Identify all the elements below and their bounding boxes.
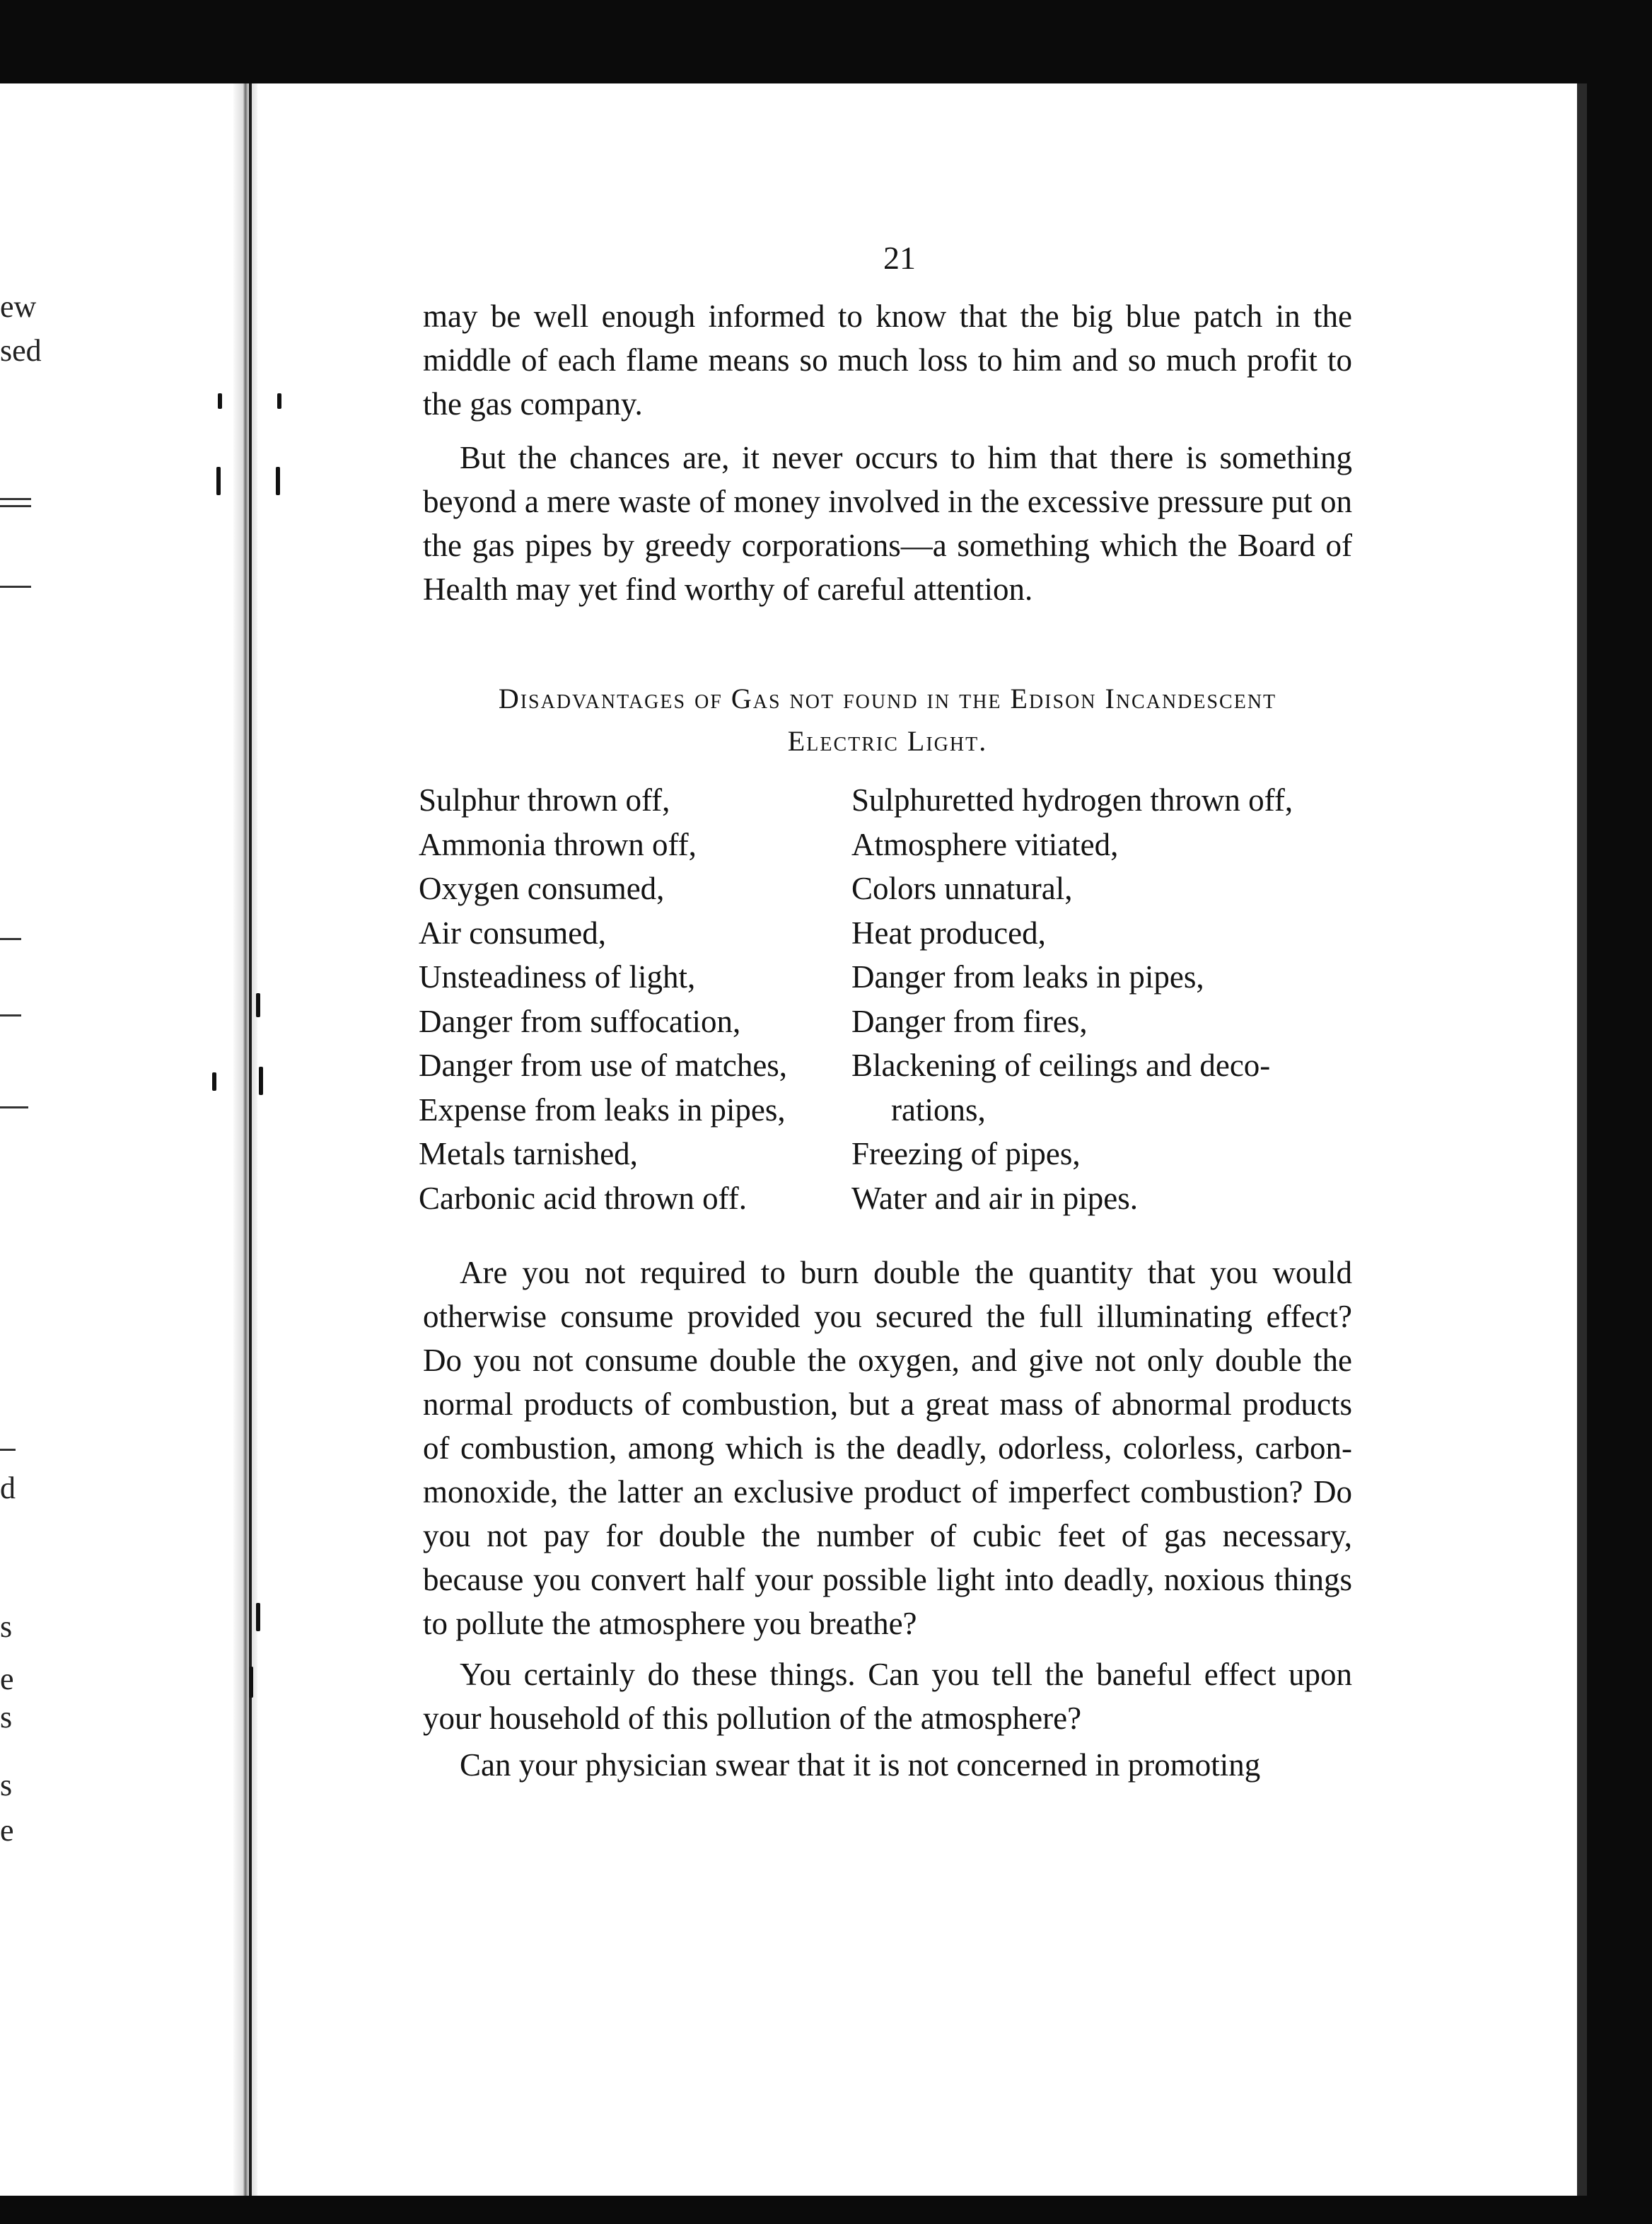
list-item: Danger from fires, [851, 1003, 1088, 1039]
paragraph: But the chances are, it never occurs to him that there is something beyond a mere waste of money involved in the excessive pressure put on the gas pipes by greedy corporations—a something which the Board of Health may yet find worthy of careful attention. [423, 440, 1352, 607]
fragment-text: s [0, 1700, 13, 1734]
disadvantages-list-right [851, 778, 1361, 1220]
paragraph: may be well enough informed to know that the big blue patch in the middle of each flame means so much loss to him and so much profit to the gas company. [423, 299, 1352, 422]
scan-border-top [0, 0, 1652, 83]
fragment-text: s [0, 1768, 13, 1802]
fragment-rule [0, 1014, 21, 1017]
page-number: 21 [883, 240, 916, 276]
fragment-text: ew [0, 289, 37, 324]
binding-mark [256, 993, 260, 1017]
heading-line: Disadvantages of Gas not found in the Edison Incandescent [498, 683, 1277, 714]
fragment-rule [0, 586, 31, 588]
list-item: Colors unnatural, [851, 871, 1073, 906]
fragment-text: e [0, 1662, 14, 1696]
list-item: Danger from leaks in pipes, [851, 959, 1204, 995]
binding-mark [216, 467, 221, 495]
list-item: Freezing of pipes, [851, 1136, 1081, 1171]
fragment-rule [0, 1106, 28, 1108]
list-item: Blackening of ceilings and deco- [851, 1048, 1271, 1083]
disadvantages-list-left [419, 778, 843, 1220]
list-item: rations, [891, 1091, 986, 1128]
scan-border-right-shadow [1577, 83, 1587, 2196]
binding-mark [212, 1072, 216, 1091]
scan-border-right [1586, 0, 1652, 2224]
scan-border-bottom [0, 2196, 1652, 2224]
list-item: Expense from leaks in pipes, [419, 1091, 786, 1128]
fragment-text: sed [0, 333, 42, 368]
fragment-rule [0, 938, 21, 940]
section-heading [423, 678, 1352, 763]
paragraph: Are you not required to burn double the quantity that you would otherwise consume provided you secured the full illuminating effect? Do you not consume double the oxygen, and give not only double the normal products of combustion, but a great mass of abnormal products of combustion, among which is the deadly, odorless, colorless, carbon-monoxide, the latter an exclusive product of imperfect combustion? Do you not pay for double the number of cubic feet of gas necessary, because you convert half your possible light into deadly, noxious things to pollute the atmosphere you breathe? [423, 1255, 1352, 1641]
fragment-rule [0, 1449, 16, 1451]
list-item: Ammonia thrown off, [419, 826, 697, 862]
list-item: Sulphuretted hydrogen thrown off, [851, 782, 1293, 818]
list-item: Sulphur thrown off, [419, 782, 670, 818]
binding-mark [249, 1667, 253, 1698]
fragment-text: e [0, 1813, 14, 1848]
paragraph-group-top [423, 294, 1352, 611]
paragraph: Can your physician swear that it is not concerned in promoting [460, 1747, 1261, 1783]
binding-mark [277, 393, 281, 409]
list-item: Heat produced, [851, 915, 1046, 951]
list-item: Air consumed, [419, 915, 606, 951]
list-item: Metals tarnished, [419, 1136, 638, 1171]
book-gutter [233, 83, 257, 2196]
list-item: Danger from suffocation, [419, 1003, 741, 1039]
paragraph-group-bottom [423, 1251, 1352, 1787]
binding-mark [256, 1603, 260, 1631]
binding-mark [259, 1067, 263, 1095]
fragment-text: s [0, 1609, 13, 1644]
fragment-rule [0, 498, 31, 500]
list-item: Unsteadiness of light, [419, 959, 696, 995]
binding-mark [276, 467, 280, 495]
binding-mark [218, 393, 222, 409]
list-item: Carbonic acid thrown off. [419, 1180, 748, 1216]
list-item: Atmosphere vitiated, [851, 826, 1119, 862]
list-item: Oxygen consumed, [419, 871, 665, 906]
fragment-rule [0, 505, 31, 507]
list-item: Water and air in pipes. [851, 1180, 1138, 1216]
list-item: Danger from use of matches, [419, 1048, 788, 1083]
fragment-text: d [0, 1471, 16, 1505]
paragraph: You certainly do these things. Can you tell the baneful effect upon your household of this pollution of the atmosphere? [423, 1657, 1352, 1736]
facing-page-fragment [0, 83, 233, 2196]
book-spine [249, 83, 252, 2196]
heading-line: Electric Light. [787, 725, 988, 757]
